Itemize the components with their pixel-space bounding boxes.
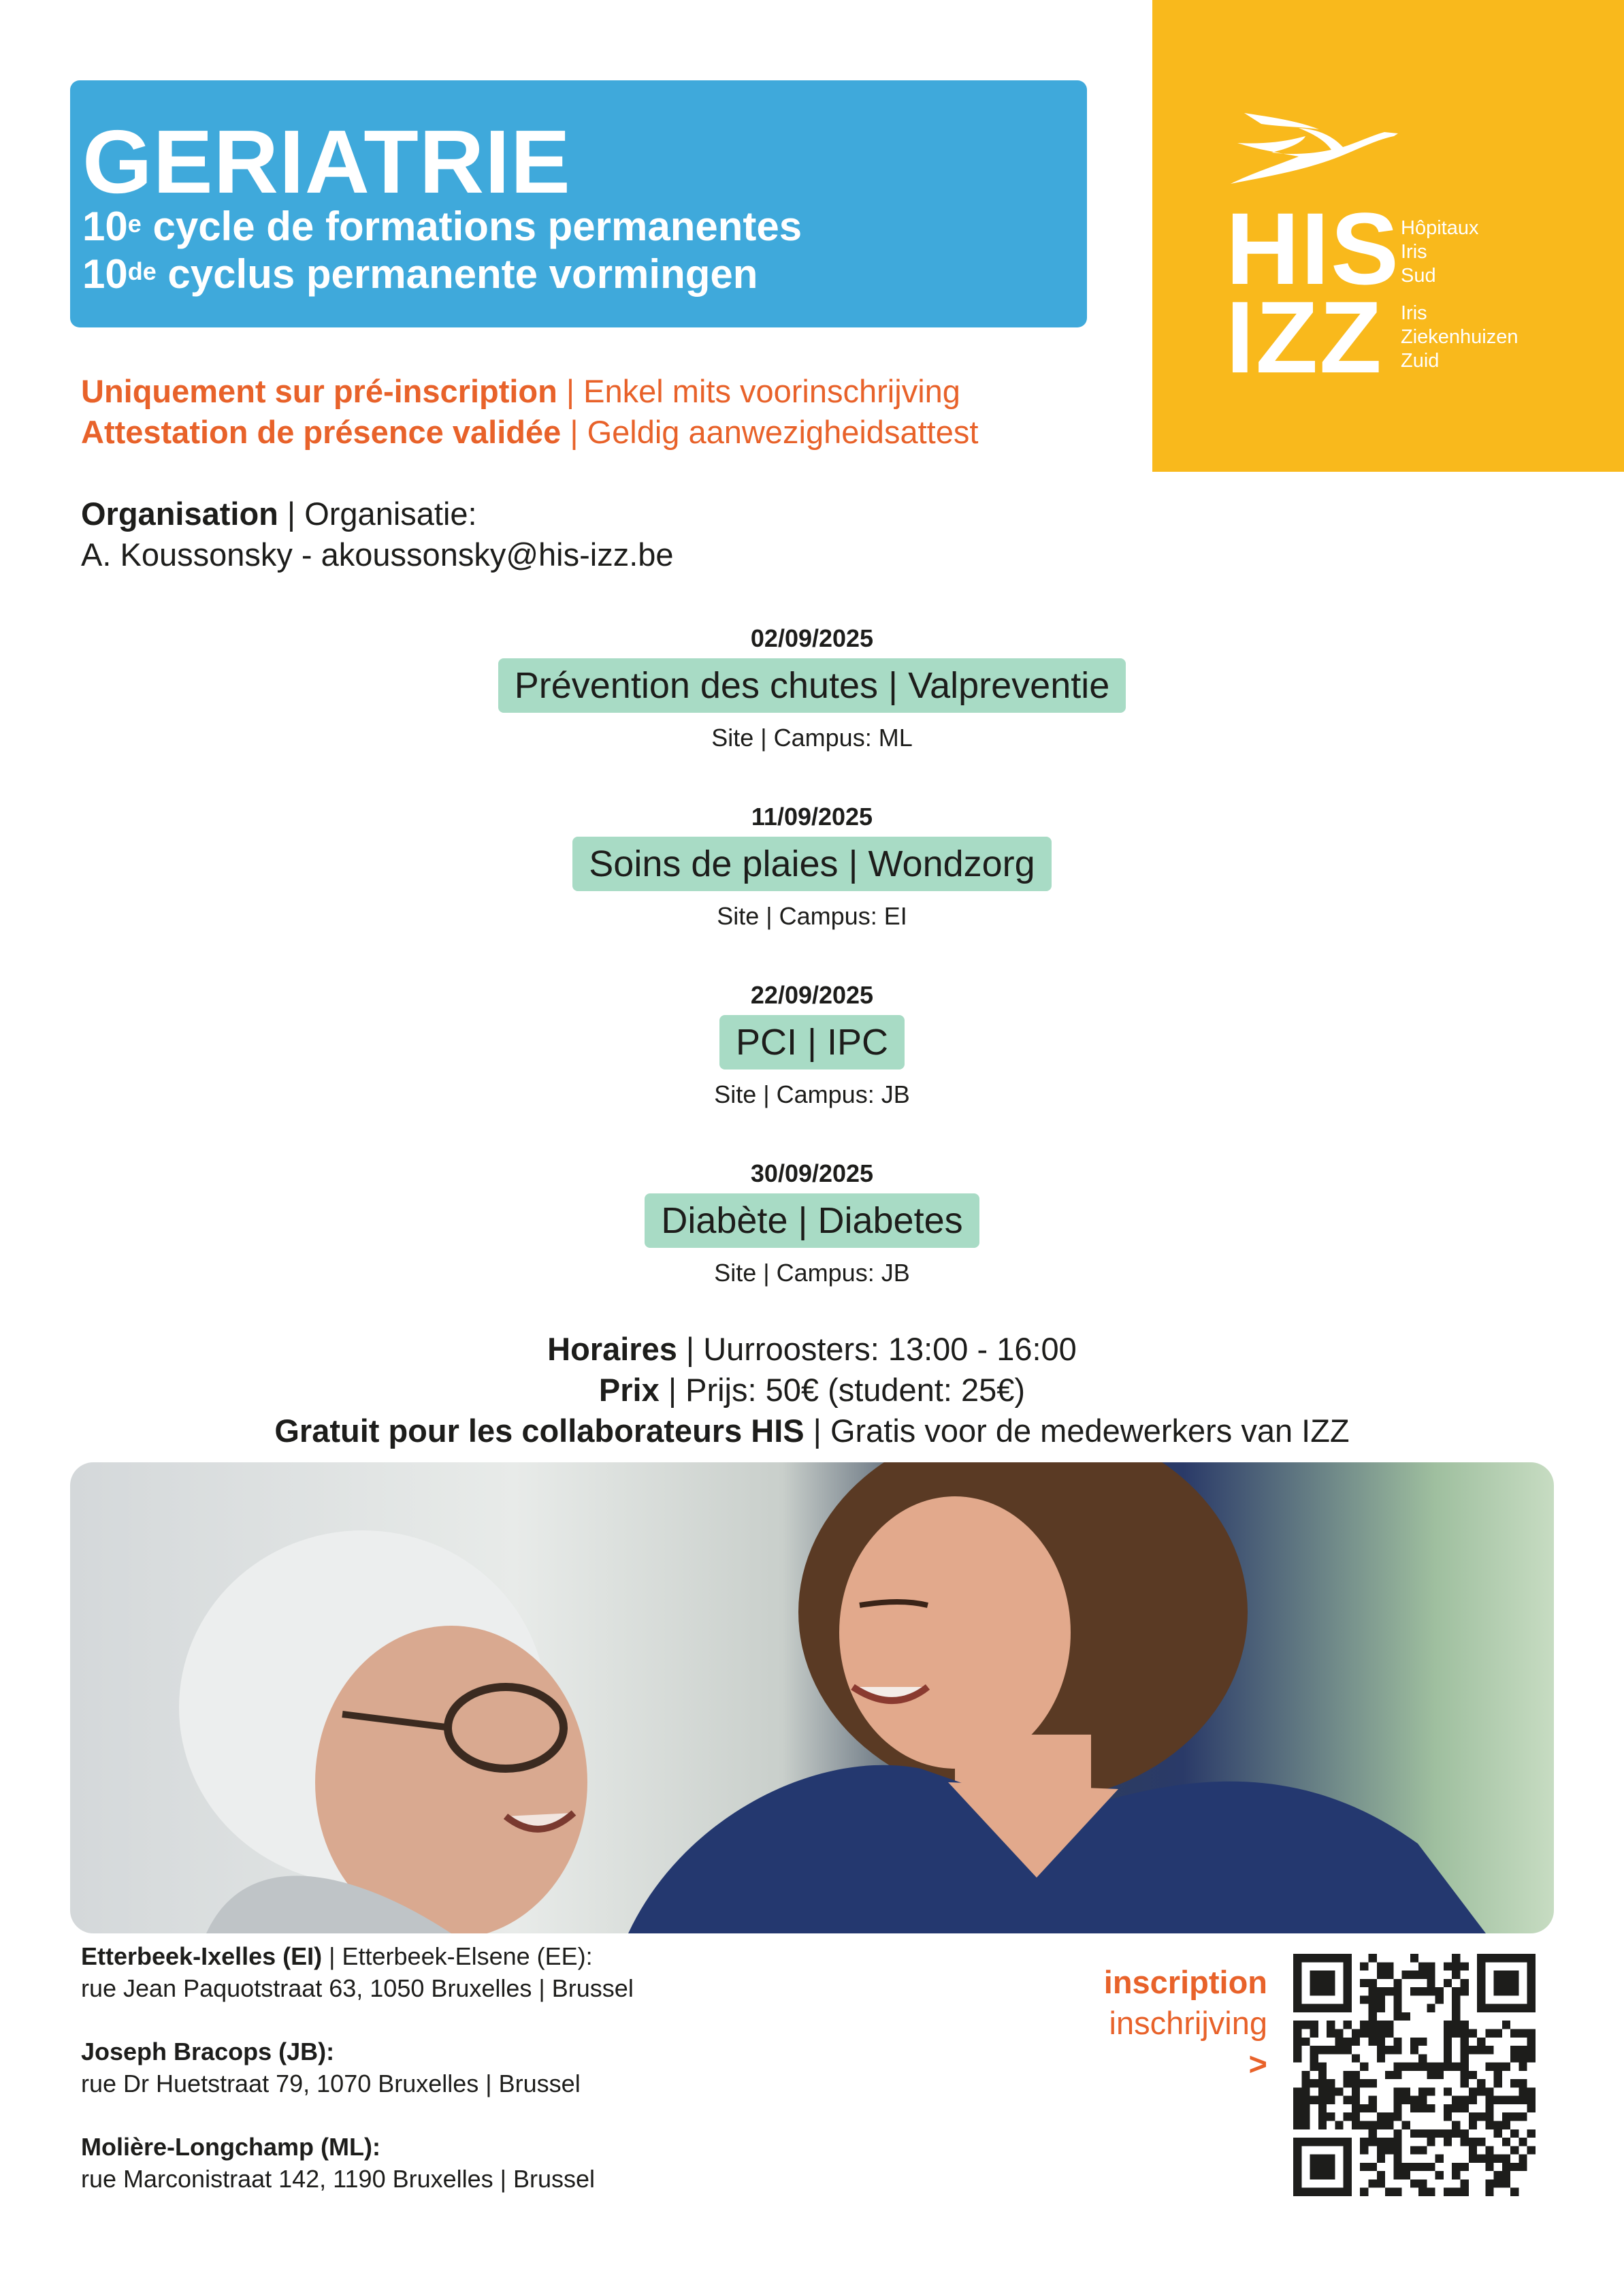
address-ei-name-bold: Etterbeek-Ixelles (EI) — [81, 1942, 323, 1970]
session-title: Soins de plaies | Wondzorg — [572, 837, 1051, 891]
subtitle-fr-number: 10 — [82, 204, 128, 249]
heron-logo-icon — [1224, 109, 1401, 197]
address-jb-street: rue Dr Huetstraat 79, 1070 Bruxelles | Brussel — [81, 2070, 581, 2097]
address-jb — [81, 2036, 581, 2100]
notice-preregistration-rest: | Enkel mits voorinschrijving — [557, 373, 960, 409]
subtitle-nl-number: 10 — [82, 251, 128, 297]
organisation-block — [81, 494, 674, 575]
subtitle-fr — [82, 203, 1087, 251]
organisation-label-rest: | Organisatie: — [278, 496, 477, 532]
photo-illustration — [70, 1462, 1554, 1933]
session-site: Site | Campus: EI — [717, 902, 907, 930]
address-ml-name-bold: Molière-Longchamp (ML): — [81, 2133, 380, 2161]
session-date: 30/09/2025 — [750, 1159, 874, 1187]
qr-code-icon[interactable] — [1293, 1954, 1536, 2196]
inscription-fr-label[interactable]: inscription — [1103, 1964, 1267, 2000]
session-item — [0, 801, 1624, 932]
hours-line — [0, 1329, 1624, 1370]
session-item — [0, 1158, 1624, 1289]
title-banner — [70, 80, 1087, 327]
arrow-glyph: > — [1248, 2046, 1267, 2082]
notice-preregistration — [81, 371, 960, 412]
logo-fr-line: Iris — [1401, 241, 1427, 263]
organisation-label — [81, 494, 674, 534]
logo-izz: IZZ — [1226, 280, 1383, 394]
inscription-block[interactable] — [1104, 1962, 1267, 2085]
address-ml — [81, 2131, 595, 2195]
logo-text-fr — [1401, 216, 1478, 288]
session-title: PCI | IPC — [719, 1015, 905, 1069]
arrow-right-icon — [1104, 2044, 1267, 2085]
subtitle-nl — [82, 251, 1087, 298]
session-title: Diabète | Diabetes — [645, 1193, 979, 1248]
his-izz-logo — [1152, 0, 1624, 472]
session-site: Site | Campus: JB — [714, 1259, 910, 1287]
subtitle-nl-text: cyclus permanente vormingen — [156, 251, 758, 297]
session-date: 02/09/2025 — [750, 624, 874, 652]
session-title: Prévention des chutes | Valpreventie — [498, 658, 1126, 713]
address-ml-name — [81, 2131, 595, 2163]
hero-photo — [70, 1462, 1554, 1933]
logo-nl-line: Ziekenhuizen — [1401, 326, 1519, 348]
logo-his: HIS — [1226, 191, 1401, 306]
notice-attendance-bold: Attestation de présence validée — [81, 414, 562, 450]
session-site: Site | Campus: ML — [711, 724, 913, 752]
free-value: | Gratis voor de medewerkers van IZZ — [804, 1413, 1350, 1449]
notice-attendance-rest: | Geldig aanwezigheidsattest — [561, 414, 979, 450]
logo-nl-line: Zuid — [1401, 350, 1440, 372]
inscription-nl[interactable]: inschrijving — [1109, 2005, 1267, 2041]
session-date: 22/09/2025 — [750, 981, 874, 1009]
hours-value: | Uurroosters: 13:00 - 16:00 — [677, 1331, 1077, 1367]
address-ei-street: rue Jean Paquotstraat 63, 1050 Bruxelles | Brussel — [81, 1974, 634, 2002]
subtitle-fr-text: cycle de formations permanentes — [141, 204, 802, 249]
session-site: Site | Campus: JB — [714, 1080, 910, 1108]
address-jb-name — [81, 2036, 581, 2068]
price-line — [0, 1370, 1624, 1411]
subtitle-nl-sup: de — [127, 257, 157, 285]
organisation-contact: A. Koussonsky - akoussonsky@his-izz.be — [81, 536, 674, 573]
notice-attendance — [81, 412, 978, 453]
address-ml-street: rue Marconistraat 142, 1190 Bruxelles | Brussel — [81, 2165, 596, 2193]
inscription-fr[interactable] — [1104, 1962, 1267, 2003]
free-label: Gratuit pour les collaborateurs HIS — [274, 1413, 805, 1449]
free-line — [0, 1411, 1624, 1451]
address-ei-name — [81, 1940, 634, 1972]
session-date: 11/09/2025 — [751, 803, 873, 831]
address-ei-name-rest: | Etterbeek-Elsene (EE): — [322, 1942, 593, 1970]
logo-fr-line: Hôpitaux — [1401, 217, 1479, 239]
logo-text-nl — [1401, 302, 1519, 373]
address-jb-name-bold: Joseph Bracops (JB): — [81, 2038, 335, 2065]
notice-preregistration-bold: Uniquement sur pré-inscription — [81, 373, 557, 409]
address-ei — [81, 1940, 634, 2004]
session-item — [0, 980, 1624, 1110]
page-title: GERIATRIE — [82, 112, 571, 212]
hours-label: Horaires — [547, 1331, 677, 1367]
subtitle-fr-sup: e — [127, 210, 142, 238]
price-value: | Prijs: 50€ (student: 25€) — [659, 1372, 1026, 1408]
session-item — [0, 623, 1624, 754]
price-label: Prix — [598, 1372, 660, 1408]
logo-fr-line: Sud — [1401, 265, 1436, 287]
logo-nl-line: Iris — [1401, 302, 1427, 324]
organisation-label-bold: Organisation — [81, 496, 278, 532]
